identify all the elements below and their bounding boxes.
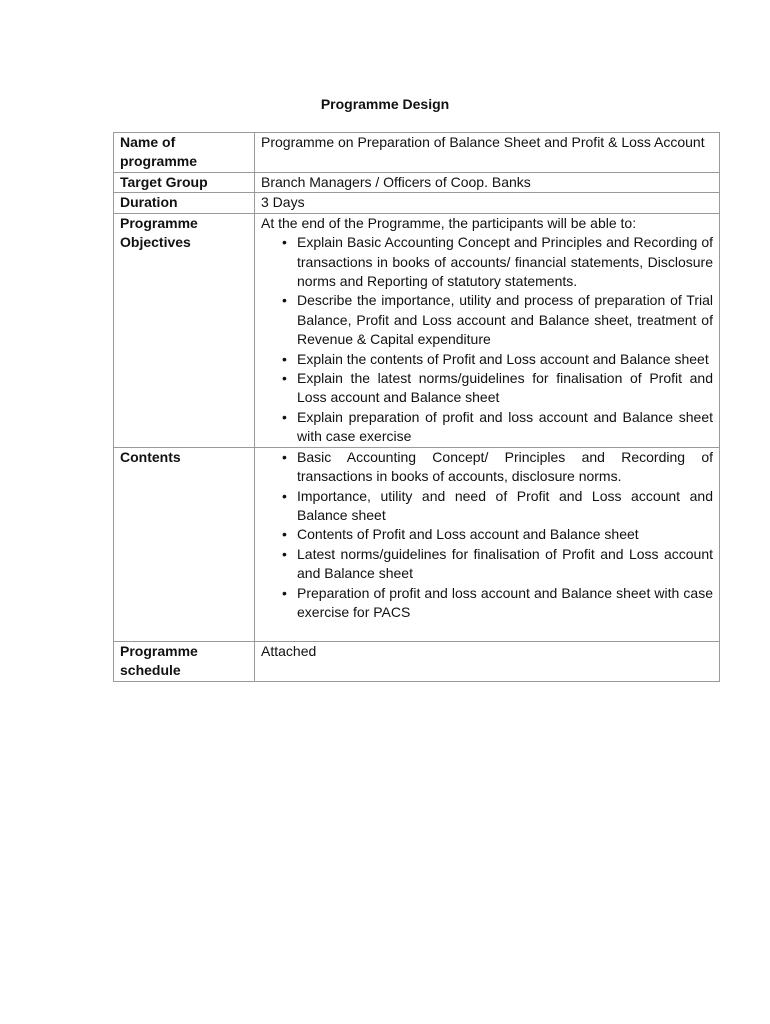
list-item: • Explain preparation of profit and loss account and Balance sheet with case exercise (261, 408, 713, 447)
list-item: • Basic Accounting Concept/ Principles and Recording of transactions in books of accounts, disclosure norms. (261, 448, 713, 487)
table-row-objectives (114, 213, 720, 447)
page-title: Programme Design (320, 96, 450, 112)
name-value: Programme on Preparation of Balance Sheet and Profit & Loss Account (255, 133, 720, 173)
table-row-contents (114, 447, 720, 641)
contents-value (255, 447, 720, 641)
list-item: • Explain the latest norms/guidelines for finalisation of Profit and Loss account and Balance sheet (261, 369, 713, 408)
objectives-value (255, 213, 720, 447)
table-row-schedule (114, 641, 720, 681)
contents-label: Contents (114, 447, 255, 641)
target-group-value: Branch Managers / Officers of Coop. Banks (255, 173, 720, 193)
schedule-value: Attached (255, 641, 720, 681)
list-item: • Preparation of profit and loss account and Balance sheet with case exercise for PACS (261, 584, 713, 623)
table-row-target-group (114, 173, 720, 193)
list-item: • Importance, utility and need of Profit and Loss account and Balance sheet (261, 487, 713, 526)
list-item: • Contents of Profit and Loss account and Balance sheet (261, 525, 713, 544)
schedule-label-cell (114, 641, 255, 681)
duration-value: 3 Days (255, 193, 720, 213)
objectives-label-line1: Programme (120, 214, 198, 231)
name-label-line1 (120, 133, 248, 152)
programme-design-table (113, 132, 720, 682)
list-item: • Explain Basic Accounting Concept and Principles and Recording of transactions in books of accounts/ financial statements, Disclosure norms and Reporting of statutory statements. (261, 233, 713, 291)
list-item: • Explain the contents of Profit and Loss account and Balance sheet (261, 350, 713, 369)
duration-label: Duration (114, 193, 255, 213)
table-row-name (114, 133, 720, 173)
objectives-list (261, 233, 713, 446)
list-item: • Describe the importance, utility and process of preparation of Trial Balance, Profit and Loss account and Balance sheet, treatment of Revenue & Capital expenditure (261, 291, 713, 349)
name-label-cell (114, 133, 255, 173)
list-item: • Latest norms/guidelines for finalisation of Profit and Loss account and Balance sheet (261, 545, 713, 584)
name-label-word1: Name (120, 134, 159, 150)
schedule-label-line2: schedule (120, 662, 181, 679)
objectives-label-line2: Objectives (120, 234, 191, 251)
objectives-intro: At the end of the Programme, the participants will be able to: (261, 214, 637, 231)
name-label-line2: programme (120, 153, 198, 170)
contents-list (261, 448, 713, 623)
schedule-label-line1: Programme (120, 642, 198, 659)
target-group-label: Target Group (114, 173, 255, 193)
name-label-word2: of (162, 134, 176, 150)
objectives-label-cell (114, 213, 255, 447)
table-row-duration (114, 193, 720, 213)
